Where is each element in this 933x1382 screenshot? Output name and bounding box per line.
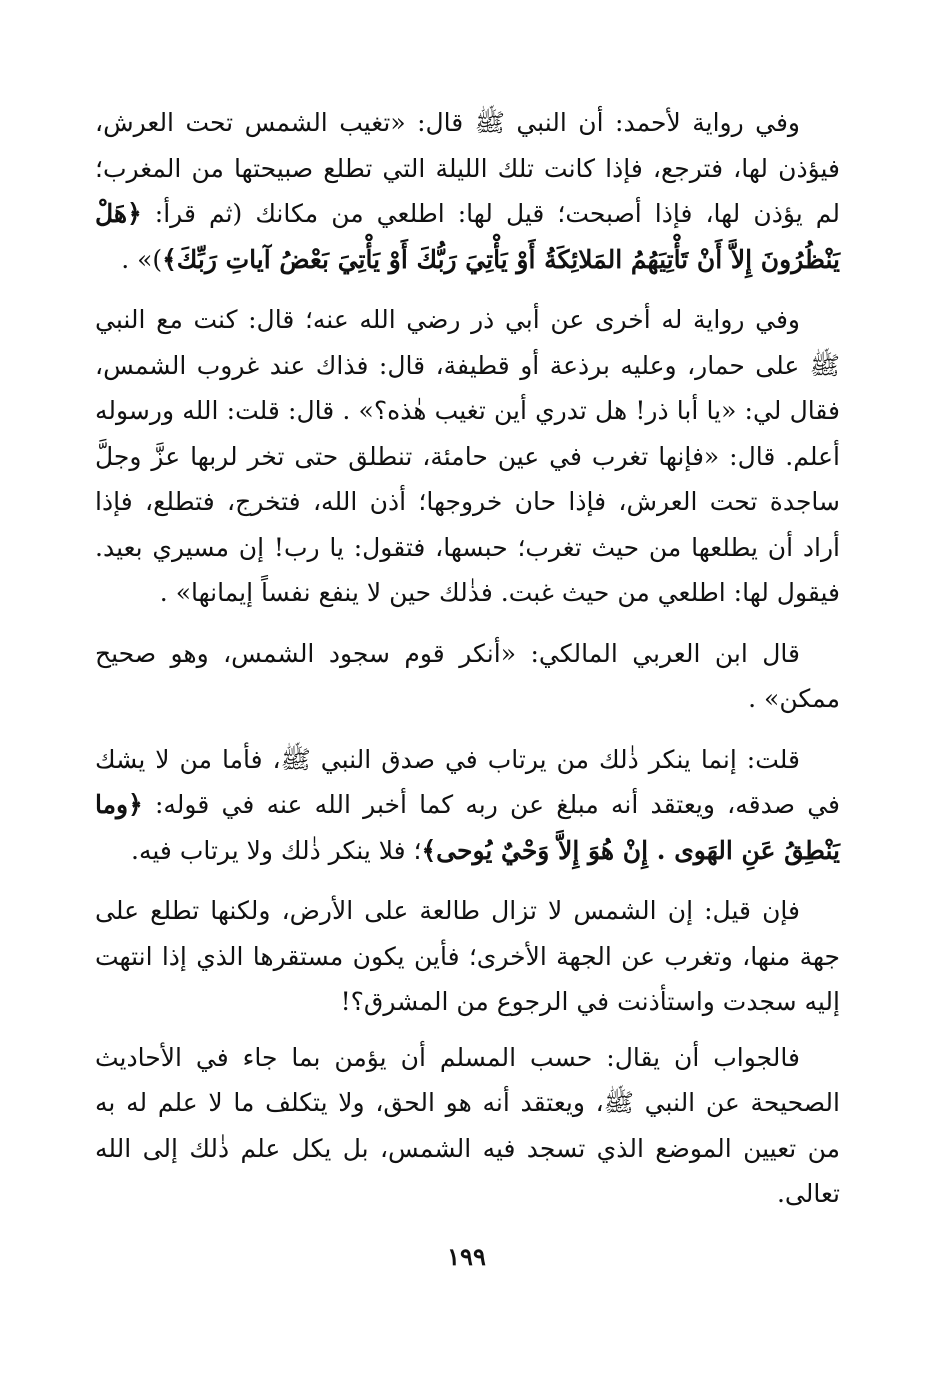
page-body	[95, 100, 840, 1232]
page-number: ١٩٩	[447, 1242, 486, 1271]
paragraph-text: )» .	[121, 244, 163, 274]
quran-verse: ﴿هَلْ يَنْظُرُونَ إِلاَّ أَنْ تَأْتِيَهُمُ المَلائِكَةُ أَوْ يَأْتِيَ رَبُّكَ أَوْ يَأْتِيَ بَعْضُ آياتِ رَبِّكَ﴾	[95, 199, 840, 274]
paragraph-author-comment	[95, 737, 840, 874]
quran-verse: ﴿وما يَنْطِقُ عَنِ الهَوى . إِنْ هُوَ إِلاَّ وَحْيٌ يُوحى﴾	[95, 790, 840, 865]
paragraph-ahmad-narration	[95, 100, 840, 282]
paragraph-text: ؛ فلا ينكر ذٰلك ولا يرتاب فيه.	[131, 835, 422, 865]
paragraph-abu-dharr-narration: وفي رواية له أخرى عن أبي ذر رضي الله عنه؛ قال: كنت مع النبي ﷺ على حمار، وعليه برذعة أو قطيفة، قال: فذاك عند غروب الشمس، فقال لي: «يا أبا ذر! هل تدري أين تغيب هٰذه؟» . قال: قلت: الله ورسوله أعلم. قال: «فإنها تغرب في عين حامئة، تنطلق حتى تخر لربها عزَّ وجلَّ ساجدة تحت العرش، فإذا حان خروجها؛ أذن الله، فتخرج، فتطلع، فإذا أراد أن يطلعها من حيث تغرب؛ حبسها، فتقول: يا رب! إن مسيري بعيد. فيقول لها: اطلعي من حيث غبت. فذٰلك حين لا ينفع نفساً إيمانها» .	[95, 305, 840, 607]
paragraph-objection: فإن قيل: إن الشمس لا تزال طالعة على الأرض، ولكنها تطلع على جهة منها، وتغرب عن الجهة الأخرى؛ فأين يكون مستقرها الذي إذا انتهت إليه سجدت واستأذنت في الرجوع من المشرق؟!	[95, 896, 840, 1016]
paragraph-text: قلت: إنما ينكر ذٰلك من يرتاب في صدق النبي ﷺ، فأما من لا يشك في صدقه، ويعتقد أنه مبلغ عن ربه كما أخبر الله عنه في قوله:	[95, 744, 840, 819]
paragraph-answer: فالجواب أن يقال: حسب المسلم أن يؤمن بما جاء في الأحاديث الصحيحة عن النبي ﷺ، ويعتقد أنه هو الحق، ولا يتكلف ما لا علم له به من تعيين الموضع الذي تسجد فيه الشمس، بل يكل علم ذٰلك إلى الله تعالى.	[95, 1042, 840, 1208]
paragraph-ibn-al-arabi: قال ابن العربي المالكي: «أنكر قوم سجود الشمس، وهو صحيح ممكن» .	[95, 638, 840, 713]
paragraph-text: وفي رواية لأحمد: أن النبي ﷺ قال: «تغيب الشمس تحت العرش، فيؤذن لها، فترجع، فإذا كانت تلك الليلة التي تطلع صبيحتها من المغرب؛ لم يؤذن لها، فإذا أصبحت؛ قيل لها: اطلعي من مكانك (ثم قرأ:	[95, 108, 840, 228]
